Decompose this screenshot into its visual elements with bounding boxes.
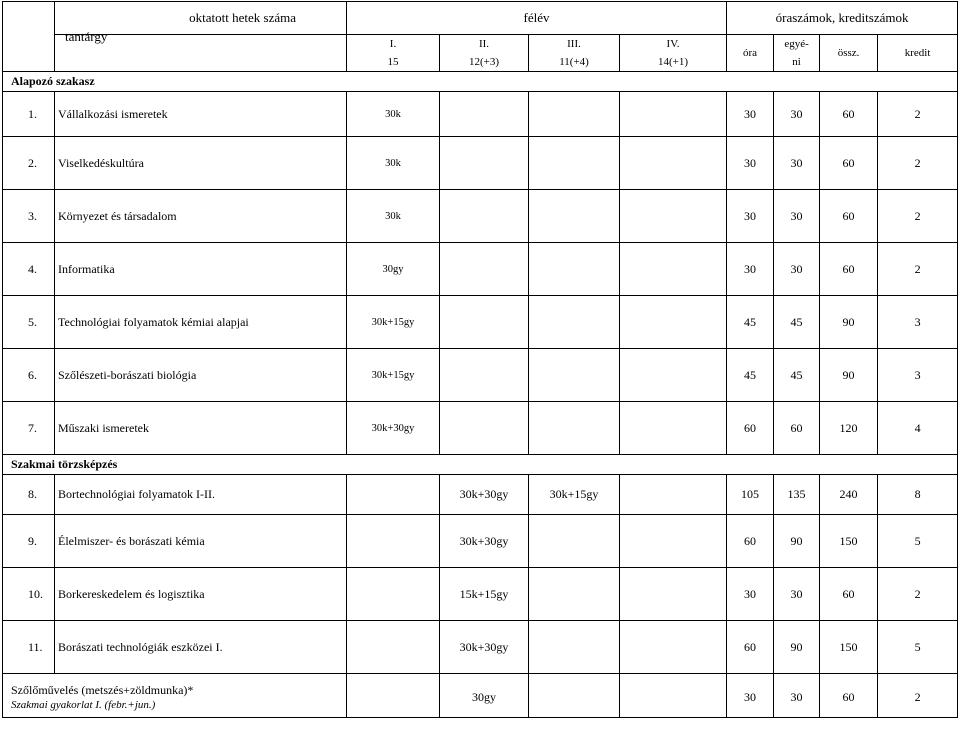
semester-3-value xyxy=(529,402,620,455)
semester-3-value xyxy=(529,137,620,190)
egyeni-header-line2: ni xyxy=(792,56,801,68)
semester-3-value xyxy=(529,349,620,402)
subject-name: Műszaki ismeretek xyxy=(55,402,347,455)
section-title-szakmai: Szakmai törzsképzés xyxy=(3,455,958,475)
semester-2-value xyxy=(440,402,529,455)
kredit-value: 2 xyxy=(878,190,958,243)
ossz-value: 60 xyxy=(820,92,878,137)
egyeni-value: 30 xyxy=(774,568,820,621)
semester-1-header xyxy=(347,35,440,72)
semester-1-value: 30k+15gy xyxy=(347,349,440,402)
subject-header: tantárgy xyxy=(3,2,55,72)
semester-2-value xyxy=(440,190,529,243)
semester-2-value: 30k+30gy xyxy=(440,515,529,568)
row-number: 4. xyxy=(3,243,55,296)
subject-name: Élelmiszer- és borászati kémia xyxy=(55,515,347,568)
semester-1-value: 30gy xyxy=(347,243,440,296)
semester-4-value xyxy=(620,349,727,402)
egyeni-value: 135 xyxy=(774,475,820,515)
ora-header: óra xyxy=(727,35,774,72)
subject-name: Borászati technológiák eszközei I. xyxy=(55,621,347,674)
semester-4-value xyxy=(620,475,727,515)
ora-value: 105 xyxy=(727,475,774,515)
kredit-value: 4 xyxy=(878,402,958,455)
semester-4-value xyxy=(620,92,727,137)
subject-name: Szőlészeti-borászati biológia xyxy=(55,349,347,402)
subject-name: Borkereskedelem és logisztika xyxy=(55,568,347,621)
kredit-value: 3 xyxy=(878,349,958,402)
kredit-value: 2 xyxy=(878,92,958,137)
semester-1-value: 30k+30gy xyxy=(347,402,440,455)
egyeni-header xyxy=(774,35,820,72)
semester-4-value xyxy=(620,190,727,243)
subject-name: Vállalkozási ismeretek xyxy=(55,92,347,137)
semester-4-value xyxy=(620,137,727,190)
semester-2-value xyxy=(440,137,529,190)
semester-4-value xyxy=(620,402,727,455)
section-row-szakmai xyxy=(3,455,958,475)
semester-1-value xyxy=(347,674,440,718)
semester-2-roman: II. xyxy=(478,38,490,50)
egyeni-value: 30 xyxy=(774,92,820,137)
semester-2-value: 30k+30gy xyxy=(440,621,529,674)
weeks-header: oktatott hetek száma xyxy=(55,2,347,35)
semester-1-weeks: 15 xyxy=(387,56,399,68)
semester-1-value: 30k xyxy=(347,92,440,137)
semester-1-value: 30k xyxy=(347,190,440,243)
header-row-1 xyxy=(3,2,958,35)
table-row-practice xyxy=(3,674,958,718)
ora-value: 60 xyxy=(727,402,774,455)
egyeni-header-line1: egyé- xyxy=(784,38,809,50)
row-number: 3. xyxy=(3,190,55,243)
semester-2-header xyxy=(440,35,529,72)
row-number: 1. xyxy=(3,92,55,137)
semester-3-value xyxy=(529,568,620,621)
semester-2-value: 30k+30gy xyxy=(440,475,529,515)
row-number: 5. xyxy=(3,296,55,349)
ora-value: 30 xyxy=(727,568,774,621)
kredit-value: 2 xyxy=(878,674,958,718)
ossz-value: 60 xyxy=(820,243,878,296)
ora-value: 30 xyxy=(727,92,774,137)
egyeni-value: 60 xyxy=(774,402,820,455)
semester-2-value xyxy=(440,243,529,296)
row-number: 8. xyxy=(3,475,55,515)
semester-1-value: 30k xyxy=(347,137,440,190)
semester-3-weeks: 11(+4) xyxy=(559,56,589,68)
semester-2-value: 30gy xyxy=(440,674,529,718)
ossz-value: 120 xyxy=(820,402,878,455)
practice-subject xyxy=(3,674,347,718)
hours-credits-header: óraszámok, kreditszámok xyxy=(727,2,958,35)
row-number: 9. xyxy=(3,515,55,568)
table-row xyxy=(3,621,958,674)
egyeni-value: 30 xyxy=(774,137,820,190)
ora-value: 30 xyxy=(727,190,774,243)
kredit-value: 2 xyxy=(878,137,958,190)
semester-3-value xyxy=(529,674,620,718)
kredit-value: 8 xyxy=(878,475,958,515)
ossz-value: 60 xyxy=(820,137,878,190)
egyeni-value: 30 xyxy=(774,674,820,718)
semester-2-value xyxy=(440,92,529,137)
table-row xyxy=(3,190,958,243)
ora-value: 45 xyxy=(727,296,774,349)
kredit-value: 3 xyxy=(878,296,958,349)
table-row xyxy=(3,349,958,402)
ora-value: 30 xyxy=(727,243,774,296)
semester-3-value xyxy=(529,621,620,674)
curriculum-table xyxy=(2,1,958,718)
header-row-2 xyxy=(3,35,958,72)
egyeni-value: 30 xyxy=(774,190,820,243)
ossz-value: 90 xyxy=(820,349,878,402)
row-number: 10. xyxy=(3,568,55,621)
semester-4-value xyxy=(620,515,727,568)
egyeni-value: 30 xyxy=(774,243,820,296)
subject-name: Bortechnológiai folyamatok I-II. xyxy=(55,475,347,515)
semester-1-value xyxy=(347,475,440,515)
egyeni-value: 45 xyxy=(774,296,820,349)
ossz-value: 150 xyxy=(820,621,878,674)
egyeni-value: 90 xyxy=(774,621,820,674)
ossz-value: 150 xyxy=(820,515,878,568)
section-row-alapozo xyxy=(3,72,958,92)
semester-2-value: 15k+15gy xyxy=(440,568,529,621)
ora-value: 60 xyxy=(727,621,774,674)
practice-name: Szőlőművelés (metszés+zöldmunka)* xyxy=(11,682,194,697)
row-number: 6. xyxy=(3,349,55,402)
semester-1-value xyxy=(347,515,440,568)
table-row xyxy=(3,475,958,515)
ora-value: 30 xyxy=(727,674,774,718)
subject-name: Technológiai folyamatok kémiai alapjai xyxy=(55,296,347,349)
ossz-value: 90 xyxy=(820,296,878,349)
semester-2-value xyxy=(440,349,529,402)
semester-1-roman: I. xyxy=(389,38,397,50)
table-row xyxy=(3,296,958,349)
semester-4-value xyxy=(620,296,727,349)
table-row xyxy=(3,243,958,296)
ora-value: 30 xyxy=(727,137,774,190)
semester-4-roman: IV. xyxy=(666,38,680,50)
semester-4-value xyxy=(620,674,727,718)
subject-name: Viselkedéskultúra xyxy=(55,137,347,190)
subject-name: Környezet és társadalom xyxy=(55,190,347,243)
semester-3-value xyxy=(529,190,620,243)
table-row xyxy=(3,515,958,568)
semester-3-value xyxy=(529,92,620,137)
ossz-value: 60 xyxy=(820,674,878,718)
semester-3-value: 30k+15gy xyxy=(529,475,620,515)
kredit-value: 2 xyxy=(878,568,958,621)
table-row xyxy=(3,137,958,190)
semester-header: félév xyxy=(347,2,727,35)
table-row xyxy=(3,92,958,137)
row-number: 11. xyxy=(3,621,55,674)
semester-3-value xyxy=(529,296,620,349)
semester-1-value xyxy=(347,621,440,674)
ossz-value: 60 xyxy=(820,190,878,243)
semester-4-weeks: 14(+1) xyxy=(658,56,689,68)
kredit-value: 5 xyxy=(878,621,958,674)
semester-3-value xyxy=(529,515,620,568)
egyeni-value: 45 xyxy=(774,349,820,402)
row-number: 7. xyxy=(3,402,55,455)
semester-4-value xyxy=(620,243,727,296)
ora-value: 60 xyxy=(727,515,774,568)
semester-2-weeks: 12(+3) xyxy=(468,56,500,68)
semester-3-value xyxy=(529,243,620,296)
table-row xyxy=(3,568,958,621)
semester-3-roman: III. xyxy=(567,38,581,50)
ossz-value: 60 xyxy=(820,568,878,621)
semester-4-header xyxy=(620,35,727,72)
semester-3-header xyxy=(529,35,620,72)
semester-2-value xyxy=(440,296,529,349)
semester-1-value xyxy=(347,568,440,621)
row-number: 2. xyxy=(3,137,55,190)
semester-1-value: 30k+15gy xyxy=(347,296,440,349)
kredit-value: 5 xyxy=(878,515,958,568)
table-row xyxy=(3,402,958,455)
section-title-alapozo: Alapozó szakasz xyxy=(3,72,958,92)
practice-subtitle: Szakmai gyakorlat I. (febr.+jun.) xyxy=(11,698,156,711)
ossz-header: össz. xyxy=(820,35,878,72)
ora-value: 45 xyxy=(727,349,774,402)
kredit-value: 2 xyxy=(878,243,958,296)
semester-4-value xyxy=(620,621,727,674)
ossz-value: 240 xyxy=(820,475,878,515)
kredit-header: kredit xyxy=(878,35,958,72)
subject-name: Informatika xyxy=(55,243,347,296)
semester-4-value xyxy=(620,568,727,621)
egyeni-value: 90 xyxy=(774,515,820,568)
